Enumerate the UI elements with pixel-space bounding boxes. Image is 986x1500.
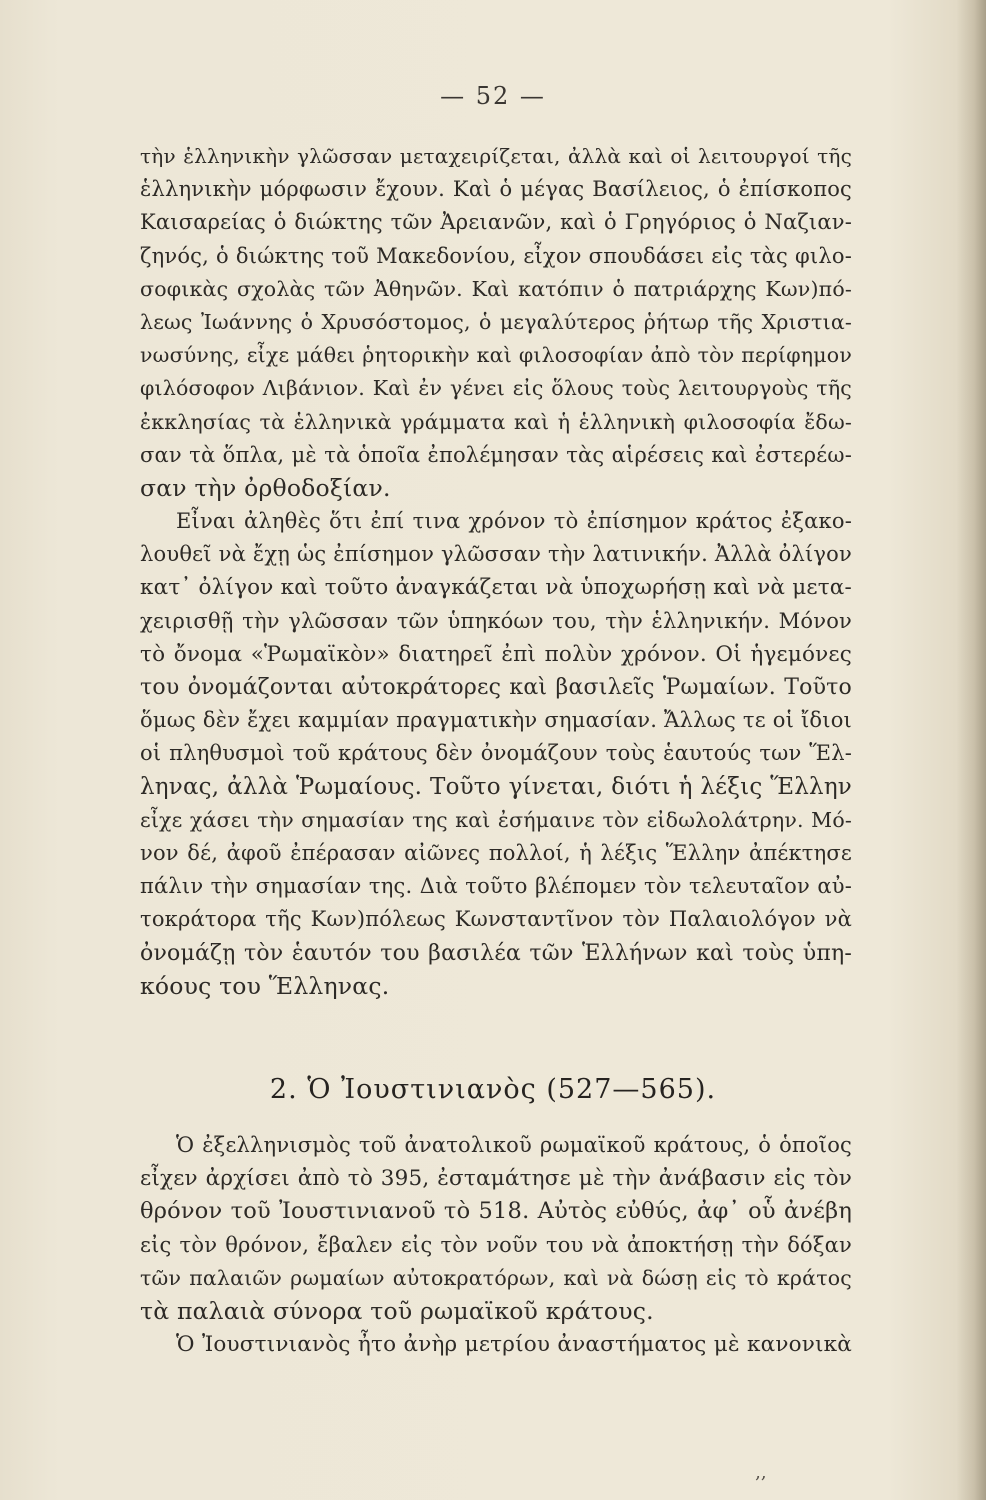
section-heading: 2. Ὁ Ἰουστινιανὸς (527—565). [269, 1074, 717, 1105]
text-line: τὰ παλαιὰ σύνορα τοῦ ρωμαϊκοῦ κράτους. [140, 1297, 654, 1326]
paragraph-2 [140, 505, 852, 1003]
text-line: εἶχεν ἀρχίσει ἀπὸ τὸ 395, ἐσταμάτησε μὲ τὴν ἀνάβασιν εἰς τὸν [140, 1166, 852, 1192]
text-line: ζηνός, ὁ διώκτης τοῦ Μακεδονίου, εἶχον σπουδάσει εἰς τὰς φιλο- [140, 243, 852, 268]
text-line: Εἶναι ἀληθὲς ὅτι ἐπί τινα χρόνον τὸ ἐπίσημον κράτος ἐξακο- [176, 509, 852, 533]
text-line: πάλιν τὴν σημασίαν της. Διὰ τοῦτο βλέπομεν τὸν τελευταῖον αὐ- [140, 874, 852, 899]
text-line: τὸ ὄνομα «Ῥωμαϊκὸν» διατηρεῖ ἐπὶ πολὺν χρόνον. Οἱ ἡγεμόνες [140, 641, 852, 667]
text-line: του ὀνομάζονται αὐτοκράτορες καὶ βασιλεῖς Ῥωμαίων. Τοῦτο [140, 675, 852, 701]
text-line: εἰς τὸν θρόνον, ἔβαλεν εἰς τὸν νοῦν του νὰ ἀποκτήσῃ τὴν δόξαν [140, 1232, 852, 1257]
page-number: — 52 — [440, 82, 546, 110]
text-line: κατ᾽ ὀλίγον καὶ τοῦτο ἀναγκάζεται νὰ ὑποχωρήσῃ καὶ νὰ μετα- [140, 575, 852, 601]
paragraph-4 [140, 1328, 852, 1361]
text-line: ἐκκλησίας τὰ ἑλληνικὰ γράμματα καὶ ἡ ἑλληνικὴ φιλοσοφία ἔδω- [140, 409, 852, 434]
text-line: Ὁ Ἰουστινιανὸς ἦτο ἀνὴρ μετρίου ἀναστήματος μὲ κανονικὰ [176, 1332, 852, 1357]
text-line: ὅμως δὲν ἔχει καμμίαν πραγματικὴν σημασίαν. Ἄλλως τε οἱ ἴδιοι [140, 708, 852, 733]
text-line: κόους του Ἕλληνας. [140, 971, 390, 1000]
text-line: νον δέ, ἀφοῦ ἐπέρασαν αἰῶνες πολλοί, ἡ λέξις Ἕλλην ἀπέκτησε [140, 841, 852, 866]
text-line: Ὁ ἐξελληνισμὸς τοῦ ἀνατολικοῦ ρωμαϊκοῦ κράτους, ὁ ὁποῖος [176, 1133, 852, 1157]
text-line: λεως Ἰωάννης ὁ Χρυσόστομος, ὁ μεγαλύτερος ῥήτωρ τῆς Χριστια- [140, 310, 852, 335]
text-line: τὴν ἑλληνικὴν γλῶσσαν μεταχειρίζεται, ἀλλὰ καὶ οἱ λειτουργοί τῆς [140, 144, 852, 168]
text-line: νωσύνης, εἶχε μάθει ῥητορικὴν καὶ φιλοσοφίαν ἀπὸ τὸν περίφημον [140, 343, 852, 368]
text-line: φιλόσοφον Λιβάνιον. Καὶ ἐν γένει εἰς ὅλους τοὺς λειτουργοὺς τῆς [140, 376, 852, 401]
text-line: λουθεῖ νὰ ἔχῃ ὡς ἐπίσημον γλῶσσαν τὴν λατινικήν. Ἀλλὰ ὀλίγον [140, 542, 852, 567]
text-line: ληνας, ἀλλὰ Ῥωμαίους. Τοῦτο γίνεται, διότι ἡ λέξις Ἕλλην [140, 773, 852, 800]
text-line: εἶχε χάσει τὴν σημασίαν της καὶ ἐσήμαινε τὸν εἰδωλολάτρην. Μό- [140, 807, 852, 832]
text-line: ὀνομάζῃ τὸν ἑαυτόν του βασιλέα τῶν Ἑλλήνων καὶ τοὺς ὑπη- [140, 940, 852, 966]
text-line: οἱ πληθυσμοὶ τοῦ κράτους δὲν ὀνομάζουν τοὺς ἑαυτούς των Ἕλ- [140, 741, 852, 766]
text-line: χειρισθῇ τὴν γλῶσσαν τῶν ὑπηκόων του, τὴν ἑλληνικήν. Μόνον [140, 608, 852, 633]
page-edge-shadow [956, 0, 986, 1500]
text-line: θρόνον τοῦ Ἰουστινιανοῦ τὸ 518. Αὐτὸς εὐθύς, ἀφ᾽ οὗ ἀνέβη [140, 1198, 852, 1225]
text-line: σαν τὰ ὅπλα, μὲ τὰ ὁποῖα ἐπολέμησαν τὰς αἱρέσεις καὶ ἐστερέω- [140, 442, 852, 467]
text-line: τοκράτορα τῆς Κων)πόλεως Κωνσταντῖνον τὸν Παλαιολόγον νὰ [140, 907, 852, 932]
text-line: σαν τὴν ὀρθοδοξίαν. [140, 474, 391, 503]
text-line: ἑλληνικὴν μόρφωσιν ἔχουν. Καὶ ὁ μέγας Βασίλειος, ὁ ἐπίσκοπος [140, 177, 852, 202]
paragraph-3 [140, 1129, 852, 1328]
text-line: σοφικὰς σχολὰς τῶν Ἀθηνῶν. Καὶ κατόπιν ὁ πατριάρχης Κων)πό- [140, 276, 852, 301]
paragraph-1 [140, 140, 852, 505]
ink-mark: ‚‚ [755, 1462, 767, 1483]
text-line: Καισαρείας ὁ διώκτης τῶν Ἀρειανῶν, καὶ ὁ Γρηγόριος ὁ Ναζιαν- [140, 210, 852, 235]
text-line: τῶν παλαιῶν ρωμαίων αὐτοκρατόρων, καὶ νὰ δώσῃ εἰς τὸ κράτος [140, 1265, 852, 1290]
